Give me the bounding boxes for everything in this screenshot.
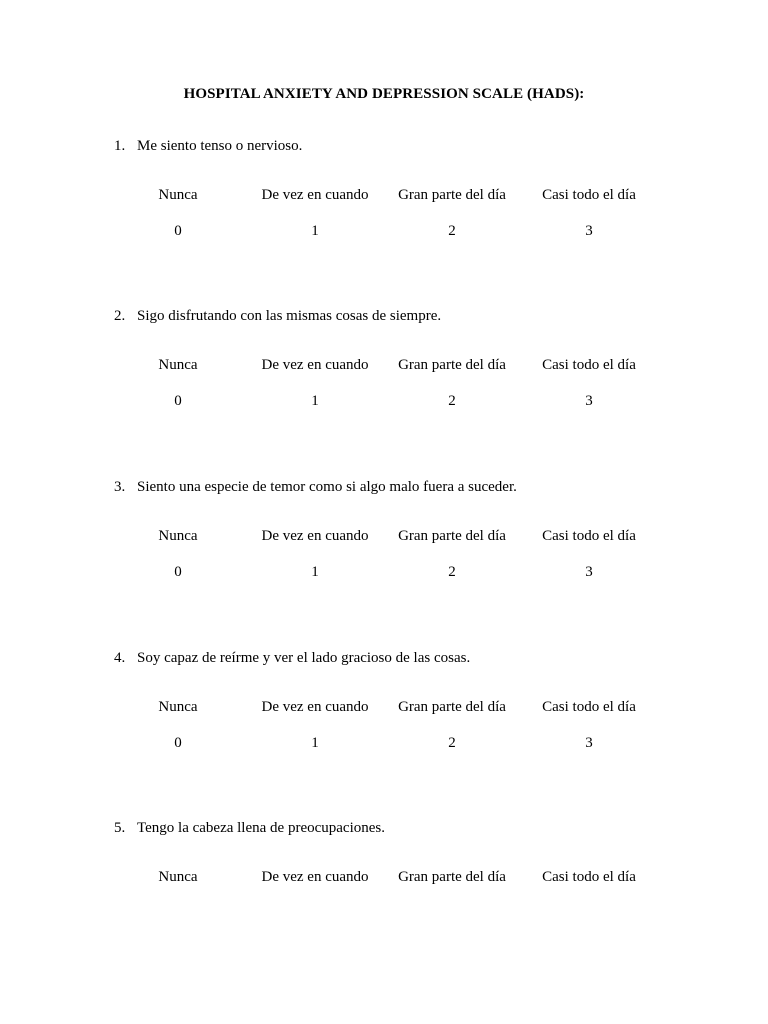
option-value: 0 — [174, 564, 182, 580]
option-label: Gran parte del día — [398, 187, 506, 203]
option-value: 2 — [448, 223, 456, 239]
option-value: 1 — [311, 564, 319, 580]
question-label: Tengo la cabeza llena de preocupaciones. — [137, 820, 385, 836]
option-value: 0 — [174, 393, 182, 409]
option-value: 1 — [311, 735, 319, 751]
option-value: 2 — [448, 735, 456, 751]
option-label: Gran parte del día — [398, 699, 506, 715]
question-text — [114, 478, 517, 496]
question-1 — [0, 137, 768, 297]
question-text — [114, 649, 470, 667]
option-value: 3 — [585, 735, 593, 751]
option-label: Casi todo el día — [542, 699, 636, 715]
option-label: Casi todo el día — [542, 528, 636, 544]
option-label: Nunca — [158, 528, 198, 544]
option-value: 3 — [585, 223, 593, 239]
option-label: Nunca — [158, 699, 198, 715]
option-label: Nunca — [158, 869, 198, 885]
question-number: 3. — [114, 479, 126, 495]
option-label: De vez en cuando — [261, 357, 369, 373]
option-value: 3 — [585, 393, 593, 409]
question-2 — [0, 307, 768, 467]
question-label: Me siento tenso o nervioso. — [137, 138, 303, 154]
question-number: 4. — [114, 650, 126, 666]
question-number: 1. — [114, 138, 126, 154]
option-label: Gran parte del día — [398, 357, 506, 373]
option-value: 1 — [311, 393, 319, 409]
option-label: Nunca — [158, 187, 198, 203]
option-value: 1 — [311, 223, 319, 239]
question-number: 2. — [114, 308, 126, 324]
option-value: 2 — [448, 393, 456, 409]
question-3 — [0, 478, 768, 638]
question-label: Siento una especie de temor como si algo malo fuera a suceder. — [137, 479, 517, 495]
document-title: HOSPITAL ANXIETY AND DEPRESSION SCALE (HADS): — [183, 86, 585, 102]
option-label: Gran parte del día — [398, 528, 506, 544]
question-label: Soy capaz de reírme y ver el lado gracioso de las cosas. — [137, 650, 471, 666]
question-number: 5. — [114, 820, 126, 836]
option-label: Nunca — [158, 357, 198, 373]
option-value: 0 — [174, 735, 182, 751]
option-value: 0 — [174, 223, 182, 239]
option-label: De vez en cuando — [261, 699, 369, 715]
option-label: De vez en cuando — [261, 869, 369, 885]
question-text — [114, 307, 441, 325]
option-label: De vez en cuando — [261, 528, 369, 544]
option-value: 3 — [585, 564, 593, 580]
question-text — [114, 819, 385, 837]
question-label: Sigo disfrutando con las mismas cosas de siempre. — [137, 308, 442, 324]
question-5 — [0, 819, 768, 979]
option-value: 2 — [448, 564, 456, 580]
option-label: Casi todo el día — [542, 869, 636, 885]
question-text — [114, 137, 302, 155]
option-label: Gran parte del día — [398, 869, 506, 885]
option-label: De vez en cuando — [261, 187, 369, 203]
question-4 — [0, 649, 768, 809]
option-label: Casi todo el día — [542, 187, 636, 203]
option-label: Casi todo el día — [542, 357, 636, 373]
